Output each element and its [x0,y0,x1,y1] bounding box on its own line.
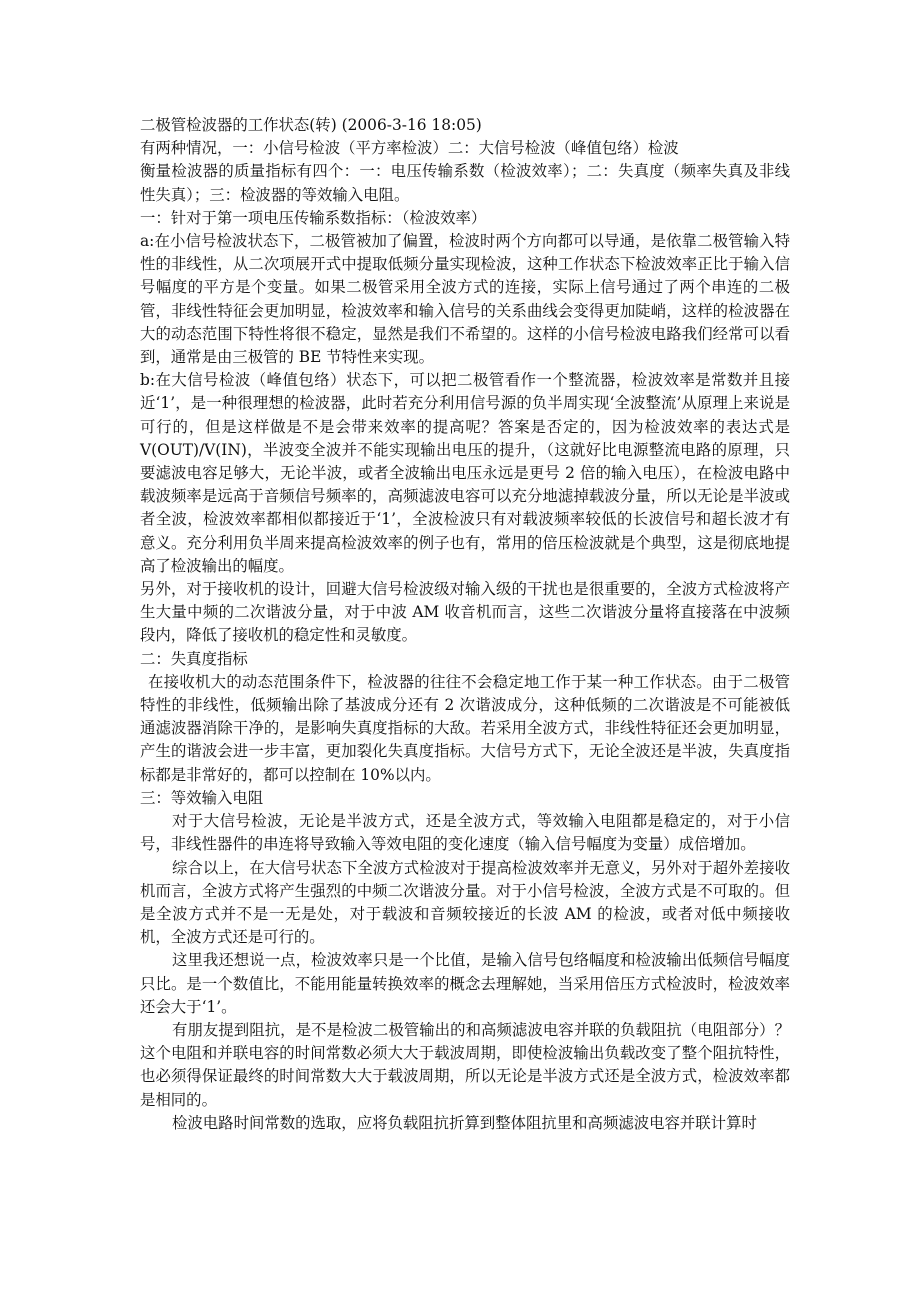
document-body [140,114,790,1135]
paragraph-efficiency-ratio: 这里我还想说一点，检波效率只是一个比值，是输入信号包络幅度和检波输出低频信号幅度只比。是一个数值比，不能用能量转换效率的概念去理解她，当采用倍压方式检波时，检波效率还会大于‘1’。 [140,951,790,1016]
paragraph-quality-metrics: 衡量检波器的质量指标有四个：一：电压传输系数（检波效率）；二：失真度（频率失真及非线性失真）；三：检波器的等效输入电阻。 [140,162,790,204]
paragraph-large-signal: b:在大信号检波（峰值包络）状态下，可以把二极管看作一个整流器，检波效率是常数并且接近‘1’，是一种很理想的检波器，此时若充分利用信号源的负半周实现‘全波整流’从原理上来说是可行的，但是这样做是不是会带来效率的提高呢？答案是否定的，因为检波效率的表达式是 V(OUT)/V(IN)，半波变全波并不能实现输出电压的提升，（这就好比电源整流电路的原理，只要滤波电容足够大，无论半波，或者全波输出电压永远是更号 2 倍的输入电压），在检波电路中载波频率是远高于音频信号频率的，高频滤波电容可以充分地滤掉载波分量，所以无论是半波或者全波，检波效率都相似都接近于‘1’，全波检波只有对载波频率较低的长波信号和超长波才有意义。充分利用负半周来提高检波效率的例子也有，常用的倍压检波就是个典型，这是彻底地提高了检波输出的幅度。 [140,371,790,575]
paragraph-receiver-design: 另外，对于接收机的设计，回避大信号检波级对输入级的干扰也是很重要的，全波方式检波将产生大量中频的二次谐波分量，对于中波 AM 收音机而言，这些二次谐波分量将直接落在中波频段内，降低了接收机的稳定性和灵敏度。 [140,580,790,645]
paragraph-impedance: 有朋友提到阻抗，是不是检波二极管输出的和高频滤波电容并联的负载阻抗（电阻部分）？ 这个电阻和并联电容的时间常数必须大大于载波周期，即使检波输出负载改变了整个阻抗特性，也必须得保证最终的时间常数大大于载波周期，所以无论是半波方式还是全波方式，检波效率都是相同的。 [140,1020,790,1109]
section-heading-efficiency: 一：针对于第一项电压传输系数指标：（检波效率） [140,208,487,227]
section-heading-distortion: 二：失真度指标 [140,649,248,668]
paragraph-distortion: 在接收机大的动态范围条件下，检波器的往往不会稳定地工作于某一种工作状态。由于二极管特性的非线性，低频输出除了基波成分还有 2 次谐波成分，这种低频的二次谐波是不可能被低通滤波器消除干净的，是影响失真度指标的大敌。若采用全波方式，非线性特征还会更加明显，产生的谐波会进一步丰富，更加裂化失真度指标。大信号方式下，无论全波还是半波，失真度指标都是非常好的，都可以控制在 10%以内。 [140,672,790,784]
document-title: 二极管检波器的工作状态(转) (2006-3-16 18:05) [140,116,482,134]
paragraph-input-resistance: 对于大信号检波，无论是半波方式，还是全波方式，等效输入电阻都是稳定的，对于小信号，非线性器件的串连将导致输入等效电阻的变化速度（输入信号幅度为变量）成倍增加。 [140,812,790,854]
paragraph-time-constant: 检波电路时间常数的选取，应将负载阻抗折算到整体阻抗里和高频滤波电容并联计算时 [172,1113,757,1132]
paragraph-small-signal: a:在小信号检波状态下，二极管被加了偏置，检波时两个方向都可以导通，是依靠二极管输入特性的非线性，从二次项展开式中提取低频分量实现检波，这种工作状态下检波效率正比于输入信号幅度的平方是个变量。如果二极管采用全波方式的连接，实际上信号通过了两个串连的二极管，非线性特征会更加明显，检波效率和输入信号的关系曲线会变得更加陡峭，这样的检波器在大的动态范围下特性将很不稳定，显然是我们不希望的。这样的小信号检波电路我们经常可以看到，通常是由三极管的 BE 节特性来实现。 [140,232,790,367]
section-heading-input-resistance: 三：等效输入电阻 [140,788,264,807]
paragraph-summary: 综合以上，在大信号状态下全波方式检波对于提高检波效率并无意义，另外对于超外差接收机而言，全波方式将产生强烈的中频二次谐波分量。对于小信号检波，全波方式是不可取的。但是全波方式并不是一无是处，对于载波和音频较接近的长波 AM 的检波，或者对低中频接收机，全波方式还是可行的。 [140,858,790,947]
paragraph-two-cases: 有两种情况，一：小信号检波（平方率检波）二：大信号检波（峰值包络）检波 [140,139,679,158]
